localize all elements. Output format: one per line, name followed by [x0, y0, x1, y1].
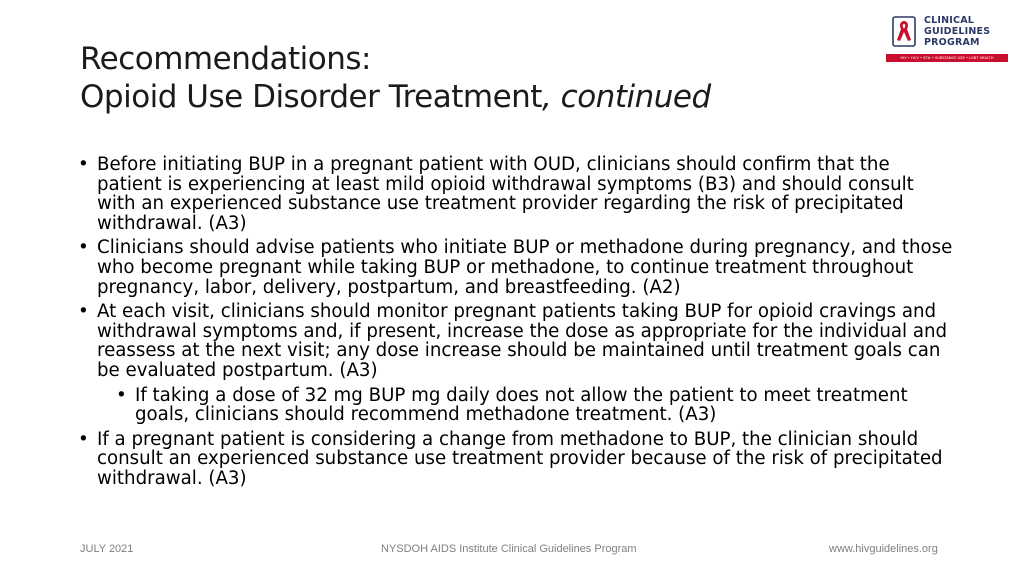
- bullet-text: Before initiating BUP in a pregnant patient with OUD, clinicians should confirm that the patient is experiencing at least mild opioid withdrawal symptoms (B3) and should consult with an experienced substance use treatment provider regarding the risk of precipitated withdrawal. (A3): [97, 154, 914, 234]
- slide-title: [80, 40, 711, 116]
- bullet-text: At each visit, clinicians should monitor pregnant patients taking BUP for opioid cravings and withdrawal symptoms and, if present, increase the dose as appropriate for the individual and reassess at the next visit; any dose increase should be maintained until treatment goals can be evaluated postpartum. (A3): [97, 301, 948, 381]
- recommendations-list: [78, 155, 958, 494]
- sub-bullet-item: [116, 386, 958, 425]
- footer-organization: NYSDOH AIDS Institute Clinical Guidelines Program: [381, 543, 637, 555]
- sub-bullet-list: [97, 386, 958, 425]
- logo-line-1: CLINICAL: [924, 15, 975, 26]
- bullet-item: [78, 430, 958, 489]
- red-ribbon-icon: [892, 16, 918, 48]
- logo-wordmark: [924, 15, 990, 48]
- title-line-1: Recommendations:: [80, 41, 371, 77]
- clinical-guidelines-program-logo: [886, 14, 1008, 64]
- bullet-item: [78, 238, 958, 297]
- title-continued: , continued: [541, 79, 711, 115]
- title-line-2: Opioid Use Disorder Treatment: [80, 79, 542, 115]
- sub-bullet-text: If taking a dose of 32 mg BUP mg daily does not allow the patient to meet treatment goals, clinicians should recommend methadone treatment. (A3): [135, 384, 908, 426]
- footer-url[interactable]: www.hivguidelines.org: [829, 543, 938, 555]
- logo-line-2: GUIDELINES: [924, 26, 991, 37]
- footer-date: JULY 2021: [80, 543, 134, 555]
- logo-tagline: HIV • HCV • STIs • SUBSTANCE USE • LGBT HEALTH: [886, 54, 1008, 62]
- bullet-text: Clinicians should advise patients who initiate BUP or methadone during pregnancy, and those who become pregnant while taking BUP or methadone, to continue treatment throughout pregnancy, labor, delivery, postpartum, and breastfeeding. (A2): [97, 237, 953, 298]
- bullet-item: [78, 302, 958, 425]
- bullet-item: [78, 155, 958, 233]
- bullet-text: If a pregnant patient is considering a change from methadone to BUP, the clinician should consult an experienced substance use treatment provider because of the risk of precipitated withdrawal. (A3): [97, 428, 943, 489]
- logo-line-3: PROGRAM: [924, 37, 980, 48]
